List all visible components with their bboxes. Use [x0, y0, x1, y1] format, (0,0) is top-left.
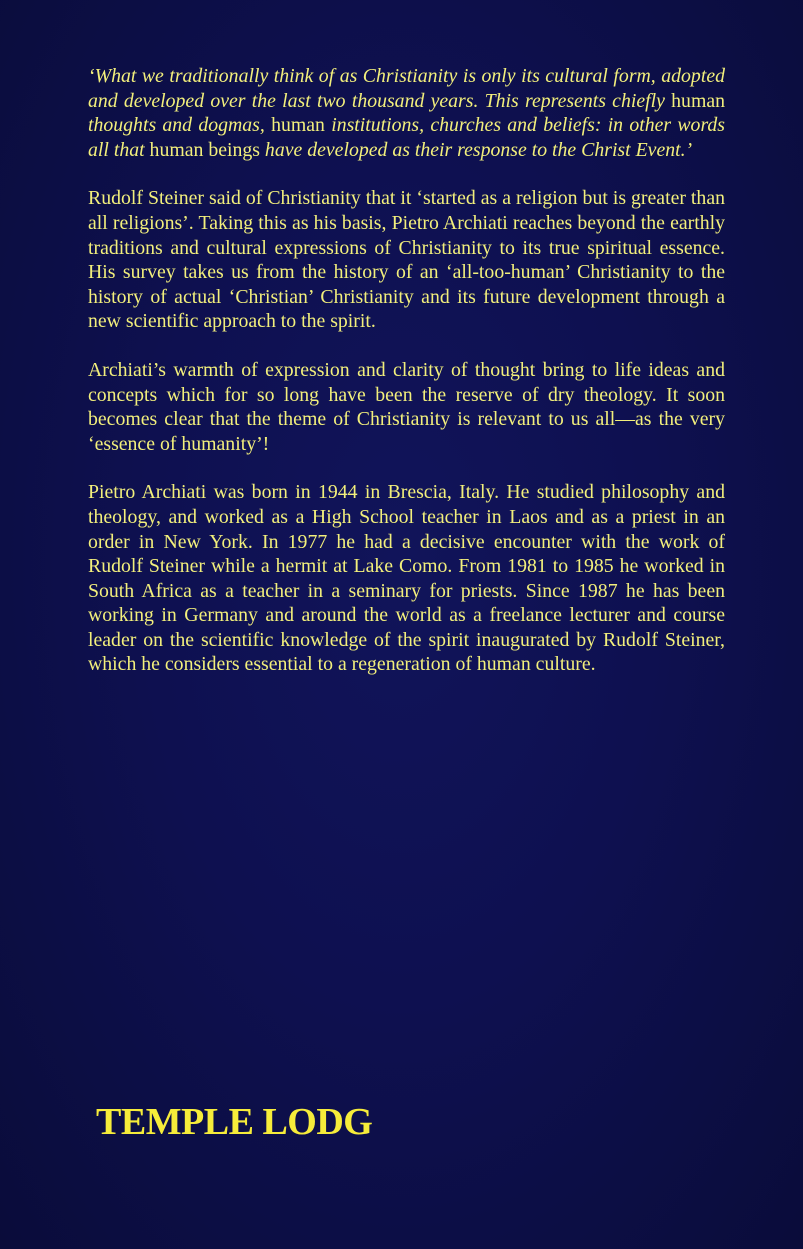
author-bio-paragraph: Pietro Archiati was born in 1944 in Brescia, Italy. He studied philosophy and theology, and worked as a High School teacher in Laos and as a priest in an order in New York. In 1977 he had a decisive encounter with the work of Rudolf Steiner while a hermit at Lake Como. From 1981 to 1985 he worked in South Africa as a teacher in a seminary for priests. Since 1987 he has been working in Germany and around the world as a freelance lecturer and course leader on the scientific knowledge of the spirit inaugurated by Rudolf Steiner, which he considers essential to a regeneration of human culture.	[88, 481, 725, 676]
quote-segment: thoughts and dogmas,	[88, 114, 272, 137]
quote-segment: human beings	[149, 138, 260, 161]
description-paragraph: Rudolf Steiner said of Christianity that it ‘started as a religion but is greater than all religions’. Taking this as his basis, Pietro Archiati reaches beyond the earthly traditions and cultural expressions of Christianity to its true spiritual essence. His survey takes us from the history of an ‘all-too-human’ Christianity to the history of actual ‘Christian’ Christianity and its future development through a new scientific approach to the spirit.	[88, 187, 725, 333]
quote-segment: human	[671, 89, 725, 112]
publisher-logo-text: TEMPLE LODG	[96, 1101, 373, 1143]
description-paragraph: Archiati’s warmth of expression and clarity of thought bring to life ideas and concepts which for so long have been the reserve of dry theology. It soon becomes clear that the theme of Christianity is relevant to us all—as the very ‘essence of humanity’!	[88, 358, 725, 455]
quote-segment: have developed as their response to the Christ Event.’	[259, 138, 693, 161]
blurb-text	[88, 64, 725, 701]
quote-segment: human	[271, 114, 325, 137]
quote-segment: institutions, churches and beliefs: in other words all that	[88, 114, 725, 161]
opening-quote	[88, 64, 725, 162]
quote-segment: ‘What we traditionally think of as Christianity is only its cultural form, adopted and developed over the last two thousand years. This represents chiefly	[88, 65, 725, 112]
